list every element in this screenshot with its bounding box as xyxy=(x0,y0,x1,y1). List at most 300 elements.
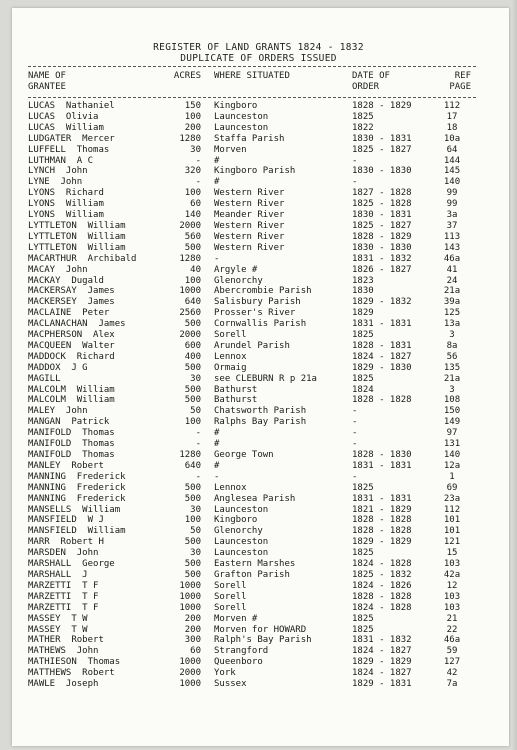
ref-page: 37 xyxy=(446,220,458,231)
grantee-name: MACKERSAY James xyxy=(28,286,115,297)
acres-value: 640 xyxy=(184,460,201,471)
grantee-name: MACKAY Dugald xyxy=(28,275,104,286)
order-date: 1825 xyxy=(352,624,374,635)
table-row xyxy=(0,363,517,374)
table-row xyxy=(0,494,517,505)
table-row xyxy=(0,679,517,690)
grantee-name: MANSELLS William xyxy=(28,504,121,515)
acres-value: 2000 xyxy=(179,220,201,231)
where-situated: Bathurst xyxy=(214,384,258,395)
where-situated: Eastern Marshes xyxy=(214,559,296,570)
order-date: 1824 - 1827 xyxy=(352,668,412,679)
ref-page: 42 xyxy=(446,668,458,679)
where-situated: Abercrombie Parish xyxy=(214,286,312,297)
ref-page: 125 xyxy=(443,308,461,319)
ref-page: 101 xyxy=(443,515,461,526)
column-header-name: NAME OF GRANTEE xyxy=(28,71,66,92)
grantee-name: MACQUEEN Walter xyxy=(28,340,115,351)
table-row xyxy=(0,254,517,265)
ref-page: 64 xyxy=(446,144,458,155)
table-row xyxy=(0,614,517,625)
table-row xyxy=(0,592,517,603)
order-date: 1824 xyxy=(352,384,374,395)
acres-value: 50 xyxy=(190,526,201,537)
ref-page: 13a xyxy=(443,319,461,330)
where-situated: Morven for HOWARD xyxy=(214,624,307,635)
table-row xyxy=(0,505,517,516)
acres-value: - xyxy=(195,439,201,450)
table-row xyxy=(0,515,517,526)
ref-page: 12a xyxy=(443,460,461,471)
where-situated: York xyxy=(214,668,236,679)
table-row xyxy=(0,374,517,385)
ref-page: 150 xyxy=(443,406,461,417)
grantee-name: MADDOX J G xyxy=(28,362,88,373)
column-header-where: WHERE SITUATED xyxy=(214,71,290,81)
ref-page: 24 xyxy=(446,275,458,286)
ref-page: 10a xyxy=(443,133,461,144)
acres-value: 140 xyxy=(184,210,201,221)
order-date: 1821 - 1829 xyxy=(352,504,412,515)
table-row xyxy=(0,319,517,330)
ref-page: 112 xyxy=(443,504,461,515)
ref-page: 103 xyxy=(443,602,461,613)
acres-value: 500 xyxy=(184,482,201,493)
ref-page: 135 xyxy=(443,362,461,373)
table-row xyxy=(0,635,517,646)
table-row xyxy=(0,385,517,396)
acres-value: 500 xyxy=(184,395,201,406)
acres-value: 1000 xyxy=(179,602,201,613)
ref-page: 21a xyxy=(443,286,461,297)
grantee-name: MARSHALL J xyxy=(28,569,88,580)
grantee-name: MACARTHUR Archibald xyxy=(28,253,137,264)
grantee-name: MASSEY T W xyxy=(28,613,88,624)
table-row xyxy=(0,188,517,199)
where-situated: Arundel Parish xyxy=(214,340,290,351)
acres-value: - xyxy=(195,471,201,482)
order-date: 1828 - 1829 xyxy=(352,231,412,242)
where-situated: Morven xyxy=(214,144,247,155)
ref-page: 7a xyxy=(446,679,458,690)
grantee-name: MARZETTI T F xyxy=(28,602,99,613)
table-row xyxy=(0,450,517,461)
ref-page: 8a xyxy=(446,340,458,351)
table-row xyxy=(0,657,517,668)
grantee-name: MANGAN Patrick xyxy=(28,417,110,428)
ref-page: 3 xyxy=(449,384,455,395)
acres-value: 100 xyxy=(184,515,201,526)
grantee-name: MARZETTI T F xyxy=(28,580,99,591)
acres-value: 30 xyxy=(190,504,201,515)
acres-value: 500 xyxy=(184,319,201,330)
grantee-name: MANNING Frederick xyxy=(28,493,126,504)
order-date: 1830 - 1831 xyxy=(352,210,412,221)
where-situated: Launceston xyxy=(214,111,269,122)
table-row xyxy=(0,123,517,134)
acres-value: 100 xyxy=(184,417,201,428)
where-situated: Western River xyxy=(214,231,285,242)
header-bottom-rule xyxy=(28,97,476,98)
grantee-name: LYONS William xyxy=(28,210,104,221)
order-date: 1828 - 1830 xyxy=(352,450,412,460)
order-date: - xyxy=(352,406,358,417)
order-date: - xyxy=(352,439,358,450)
grantee-name: MANNING Frederick xyxy=(28,482,126,493)
grantee-name: LUCAS Olivia xyxy=(28,111,99,122)
ref-page: 108 xyxy=(443,395,461,406)
grantee-name: LUDGATER Mercer xyxy=(28,133,115,144)
where-situated: # xyxy=(214,460,220,471)
acres-value: 600 xyxy=(184,340,201,351)
acres-value: 1280 xyxy=(179,133,201,144)
where-situated: Argyle # xyxy=(214,264,258,275)
ref-page: 99 xyxy=(446,188,458,199)
order-date: 1824 - 1828 xyxy=(352,559,412,570)
acres-value: 150 xyxy=(184,101,201,111)
where-situated: Chatsworth Parish xyxy=(214,406,307,417)
grantee-name: LYONS Richard xyxy=(28,188,104,199)
acres-value: 1280 xyxy=(179,450,201,460)
order-date: 1822 xyxy=(352,122,374,133)
grantee-name: MANIFOLD Thomas xyxy=(28,428,115,439)
order-date: 1828 - 1828 xyxy=(352,395,412,406)
order-date: 1825 - 1832 xyxy=(352,569,412,580)
order-date: 1824 - 1827 xyxy=(352,646,412,657)
order-date: 1829 - 1830 xyxy=(352,362,412,373)
acres-value: - xyxy=(195,155,201,166)
order-date: 1830 - 1831 xyxy=(352,133,412,144)
order-date: - xyxy=(352,428,358,439)
order-date: 1831 - 1831 xyxy=(352,493,412,504)
where-situated: Sussex xyxy=(214,679,247,690)
acres-value: 30 xyxy=(190,144,201,155)
where-situated: Kingboro Parish xyxy=(214,166,296,177)
table-row xyxy=(0,265,517,276)
table-row xyxy=(0,395,517,406)
order-date: 1825 xyxy=(352,613,374,624)
where-situated: Launceston xyxy=(214,537,269,548)
where-situated: Ralph's Bay Parish xyxy=(214,635,312,646)
grantee-name: MARR Robert H xyxy=(28,537,104,548)
table-row xyxy=(0,243,517,254)
order-date: - xyxy=(352,417,358,428)
table-row xyxy=(0,112,517,123)
acres-value: 320 xyxy=(184,166,201,177)
acres-value: 2000 xyxy=(179,330,201,341)
grantee-name: LYONS William xyxy=(28,199,104,210)
where-situated: Ralphs Bay Parish xyxy=(214,417,307,428)
table-row xyxy=(0,330,517,341)
acres-value: 640 xyxy=(184,297,201,308)
acres-value: - xyxy=(195,177,201,188)
table-row xyxy=(0,668,517,679)
where-situated: Western River xyxy=(214,242,285,253)
grantee-name: LYNE John xyxy=(28,177,83,188)
grantee-name: MACKERSEY James xyxy=(28,297,115,308)
order-date: 1831 - 1831 xyxy=(352,319,412,330)
grantee-name: MACLANACHAN James xyxy=(28,319,126,330)
grantee-name: LUCAS William xyxy=(28,122,104,133)
where-situated: - xyxy=(214,471,220,482)
grantee-name: MADDOCK Richard xyxy=(28,351,115,362)
table-row xyxy=(0,439,517,450)
where-situated: Launceston xyxy=(214,122,269,133)
grantee-name: MAWLE Joseph xyxy=(28,679,99,690)
ref-page: 113 xyxy=(443,231,461,242)
acres-value: 200 xyxy=(184,624,201,635)
order-date: 1829 - 1831 xyxy=(352,679,412,690)
ref-page: 15 xyxy=(446,548,458,559)
grantee-name: MARZETTI T F xyxy=(28,591,99,602)
acres-value: 1000 xyxy=(179,591,201,602)
acres-value: 560 xyxy=(184,231,201,242)
order-date: 1824 - 1826 xyxy=(352,580,412,591)
grantee-name: MALCOLM William xyxy=(28,384,115,395)
order-date: 1828 - 1828 xyxy=(352,591,412,602)
acres-value: 200 xyxy=(184,613,201,624)
acres-value: 400 xyxy=(184,351,201,362)
ref-page: 103 xyxy=(443,591,461,602)
where-situated: Meander River xyxy=(214,210,285,221)
order-date: - xyxy=(352,177,358,188)
ref-page: 22 xyxy=(446,624,458,635)
grantee-name: MANSFIELD William xyxy=(28,526,126,537)
where-situated: Staffa Parish xyxy=(214,133,285,144)
acres-value: 500 xyxy=(184,493,201,504)
column-header-date: DATE OF ORDER xyxy=(352,71,390,92)
order-date: 1825 xyxy=(352,548,374,559)
acres-value: 500 xyxy=(184,537,201,548)
acres-value: 100 xyxy=(184,275,201,286)
acres-value: 100 xyxy=(184,111,201,122)
order-date: 1825 xyxy=(352,330,374,341)
order-date: - xyxy=(352,155,358,166)
order-date: 1824 - 1828 xyxy=(352,602,412,613)
table-row xyxy=(0,308,517,319)
where-situated: Lennox xyxy=(214,351,247,362)
where-situated: Sorell xyxy=(214,602,247,613)
where-situated: Prosser's River xyxy=(214,308,296,319)
where-situated: Anglesea Parish xyxy=(214,493,296,504)
acres-value: 1280 xyxy=(179,253,201,264)
ref-page: 131 xyxy=(443,439,461,450)
acres-value: 60 xyxy=(190,646,201,657)
order-date: - xyxy=(352,471,358,482)
table-row xyxy=(0,286,517,297)
ref-page: 140 xyxy=(443,177,461,188)
ref-page: 144 xyxy=(443,155,461,166)
acres-value: 500 xyxy=(184,362,201,373)
table-row xyxy=(0,101,517,112)
acres-value: 500 xyxy=(184,384,201,395)
table-row xyxy=(0,603,517,614)
where-situated: # xyxy=(214,155,220,166)
acres-value: 50 xyxy=(190,406,201,417)
where-situated: Western River xyxy=(214,220,285,231)
where-situated: see CLEBURN R p 21a xyxy=(214,373,317,384)
table-row xyxy=(0,199,517,210)
acres-value: 1000 xyxy=(179,580,201,591)
where-situated: Grafton Parish xyxy=(214,569,290,580)
acres-value: 30 xyxy=(190,373,201,384)
table-row xyxy=(0,548,517,559)
where-situated: George Town xyxy=(214,450,274,460)
order-date: 1829 xyxy=(352,308,374,319)
grantee-name: MATHER Robert xyxy=(28,635,104,646)
order-date: 1825 - 1827 xyxy=(352,144,412,155)
where-situated: # xyxy=(214,439,220,450)
order-date: 1825 - 1827 xyxy=(352,220,412,231)
acres-value: 500 xyxy=(184,242,201,253)
ref-page: 42a xyxy=(443,569,461,580)
grantee-name: MANNING Frederick xyxy=(28,471,126,482)
where-situated: Bathurst xyxy=(214,395,258,406)
table-row xyxy=(0,341,517,352)
table-row xyxy=(0,134,517,145)
ref-page: 1 xyxy=(449,471,455,482)
where-situated: - xyxy=(214,253,220,264)
order-date: 1831 - 1831 xyxy=(352,460,412,471)
where-situated: Salisbury Parish xyxy=(214,297,301,308)
where-situated: Launceston xyxy=(214,504,269,515)
table-row xyxy=(0,156,517,167)
order-date: 1825 - 1828 xyxy=(352,199,412,210)
acres-value: 500 xyxy=(184,569,201,580)
acres-value: 1000 xyxy=(179,286,201,297)
ref-page: 127 xyxy=(443,657,461,668)
order-date: 1825 xyxy=(352,111,374,122)
order-date: 1825 xyxy=(352,373,374,384)
acres-value: 30 xyxy=(190,548,201,559)
ref-page: 23a xyxy=(443,493,461,504)
table-row xyxy=(0,646,517,657)
ref-page: 39a xyxy=(443,297,461,308)
table-row xyxy=(0,276,517,287)
where-situated: Western River xyxy=(214,188,285,199)
order-date: 1825 xyxy=(352,482,374,493)
grantee-name: LUTHMAN A C xyxy=(28,155,94,166)
table-row xyxy=(0,232,517,243)
ref-page: 3a xyxy=(446,210,458,221)
ref-page: 21a xyxy=(443,373,461,384)
acres-value: 1000 xyxy=(179,657,201,668)
document-title: REGISTER OF LAND GRANTS 1824 - 1832 xyxy=(153,42,364,53)
grantee-name: MATHEWS John xyxy=(28,646,99,657)
where-situated: # xyxy=(214,428,220,439)
table-row xyxy=(0,177,517,188)
where-situated: Launceston xyxy=(214,548,269,559)
order-date: 1828 - 1831 xyxy=(352,340,412,351)
order-date: 1824 - 1827 xyxy=(352,351,412,362)
where-situated: Lennox xyxy=(214,482,247,493)
acres-value: 2000 xyxy=(179,668,201,679)
order-date: 1831 - 1832 xyxy=(352,253,412,264)
ref-page: 69 xyxy=(446,482,458,493)
table-row xyxy=(0,297,517,308)
grantee-name: MANIFOLD Thomas xyxy=(28,450,115,460)
ref-page: 121 xyxy=(443,537,461,548)
order-date: 1830 - 1830 xyxy=(352,242,412,253)
ref-page: 56 xyxy=(446,351,458,362)
grantee-name: LYTTLETON William xyxy=(28,231,126,242)
header-top-rule xyxy=(28,66,476,67)
table-row xyxy=(0,145,517,156)
grantee-name: MATHIESON Thomas xyxy=(28,657,121,668)
where-situated: Morven # xyxy=(214,613,258,624)
ref-page: 103 xyxy=(443,559,461,570)
ref-page: 149 xyxy=(443,417,461,428)
grantee-name: MACLAINE Peter xyxy=(28,308,110,319)
acres-value: 500 xyxy=(184,559,201,570)
table-row xyxy=(0,526,517,537)
where-situated: Glenorchy xyxy=(214,275,263,286)
where-situated: Queenboro xyxy=(214,657,263,668)
where-situated: Cornwallis Parish xyxy=(214,319,307,330)
grantee-name: LYNCH John xyxy=(28,166,88,177)
order-date: 1827 - 1828 xyxy=(352,188,412,199)
grant-table-body xyxy=(0,101,517,690)
acres-value: 300 xyxy=(184,635,201,646)
grantee-name: MARSDEN John xyxy=(28,548,99,559)
order-date: 1829 - 1829 xyxy=(352,657,412,668)
grantee-name: MASSEY T W xyxy=(28,624,88,635)
grantee-name: MACAY John xyxy=(28,264,88,275)
order-date: 1828 - 1829 xyxy=(352,101,412,111)
table-row xyxy=(0,472,517,483)
ref-page: 97 xyxy=(446,428,458,439)
where-situated: Kingboro xyxy=(214,515,258,526)
where-situated: Glenorchy xyxy=(214,526,263,537)
table-row xyxy=(0,537,517,548)
order-date: 1829 - 1832 xyxy=(352,297,412,308)
where-situated: Kingboro xyxy=(214,101,258,111)
order-date: 1829 - 1829 xyxy=(352,537,412,548)
order-date: 1823 xyxy=(352,275,374,286)
table-row xyxy=(0,581,517,592)
grantee-name: MATTHEWS Robert xyxy=(28,668,115,679)
ref-page: 46a xyxy=(443,253,461,264)
grantee-name: MANIFOLD Thomas xyxy=(28,439,115,450)
order-date: 1828 - 1828 xyxy=(352,526,412,537)
table-row xyxy=(0,221,517,232)
acres-value: 2560 xyxy=(179,308,201,319)
order-date: 1826 - 1827 xyxy=(352,264,412,275)
table-row xyxy=(0,417,517,428)
ref-page: 140 xyxy=(443,450,461,460)
acres-value: 200 xyxy=(184,122,201,133)
ref-page: 41 xyxy=(446,264,458,275)
table-row xyxy=(0,406,517,417)
grantee-name: LUFFELL Thomas xyxy=(28,144,110,155)
column-header-acres: ACRES xyxy=(173,71,201,81)
document-subtitle: DUPLICATE OF ORDERS ISSUED xyxy=(180,53,337,64)
grantee-name: LUCAS Nathaniel xyxy=(28,101,115,111)
order-date: 1828 - 1828 xyxy=(352,515,412,526)
grantee-name: MAGILL xyxy=(28,373,61,384)
ref-page: 112 xyxy=(443,101,461,111)
order-date: 1830 - 1830 xyxy=(352,166,412,177)
table-row xyxy=(0,461,517,472)
acres-value: 1000 xyxy=(179,679,201,690)
where-situated: Sorell xyxy=(214,330,247,341)
grantee-name: MARSHALL George xyxy=(28,559,115,570)
ref-page: 12 xyxy=(446,580,458,591)
ref-page: 145 xyxy=(443,166,461,177)
where-situated: Sorell xyxy=(214,580,247,591)
where-situated: Sorell xyxy=(214,591,247,602)
grantee-name: LYTTLETON William xyxy=(28,242,126,253)
